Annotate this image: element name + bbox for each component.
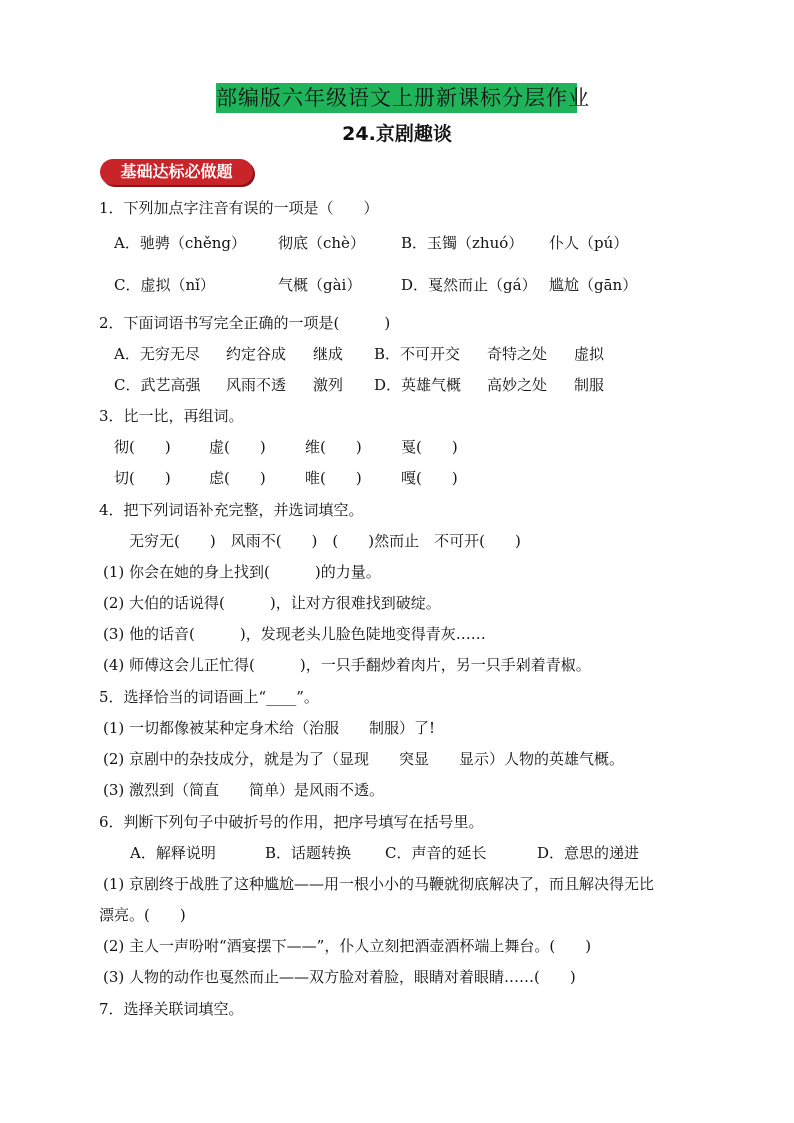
q4-sentence: (3) 他的话音( )，发现老头儿脸色陡地变得青灰……	[103, 625, 486, 643]
q3-blank: 唯( )	[305, 469, 362, 487]
q6-option: D．意思的递进	[537, 844, 640, 862]
q6-stem: 6．判断下列句子中破折号的作用，把序号填写在括号里。	[99, 813, 484, 831]
q2-option: C．武艺高强	[114, 376, 201, 394]
q6-option: B．话题转换	[265, 844, 352, 862]
q3-blank: 嘎( )	[401, 469, 458, 487]
q3-blank: 虚( )	[209, 438, 266, 456]
q3-blank: 切( )	[114, 469, 171, 487]
worksheet-banner: 部编版六年级语文上册新课标分层作业	[216, 83, 577, 113]
q4-sentence: (1) 你会在她的身上找到( )的力量。	[103, 563, 381, 581]
q6-sentence: (1) 京剧终于战胜了这种尴尬——用一根小小的马鞭就彻底解决了，而且解决得无比	[103, 875, 655, 893]
q2-option: 风雨不透	[226, 376, 287, 394]
q1-option-c2: 气概（gài）	[278, 276, 362, 294]
q2-option: 继成	[313, 345, 344, 363]
q1-option-a1: A．驰骋（chěng）	[114, 234, 247, 252]
q3-blank: 虑( )	[209, 469, 266, 487]
q7-stem: 7．选择关联词填空。	[99, 1000, 244, 1018]
q2-option: B．不可开交	[374, 345, 461, 363]
q4-word-blanks: 无穷无( ) 风雨不( ) ( )然而止 不可开( )	[129, 532, 521, 550]
q1-option-d2: 尴尬（gān）	[549, 276, 638, 294]
q2-option: 制服	[574, 376, 605, 394]
q5-sentence: (2) 京剧中的杂技成分，就是为了（显现 突显 显示）人物的英雄气概。	[103, 750, 625, 768]
q3-stem: 3．比一比，再组词。	[99, 407, 244, 425]
q1-option-b1: B．玉镯（zhuó）	[401, 234, 524, 252]
q3-blank: 维( )	[305, 438, 362, 456]
q1-option-c1: C．虚拟（nǐ）	[114, 276, 215, 294]
q5-stem: 5．选择恰当的词语画上“____”。	[99, 688, 319, 706]
q6-sentence: (3) 人物的动作也戛然而止——双方脸对着脸，眼睛对着眼睛……( )	[103, 968, 576, 986]
q2-option: D．英雄气概	[374, 376, 462, 394]
section-badge: 基础达标必做题	[100, 159, 253, 185]
q4-sentence: (2) 大伯的话说得( )，让对方很难找到破绽。	[103, 594, 441, 612]
q1-option-d1: D．戛然而止（gá）	[401, 276, 537, 294]
q5-sentence: (1) 一切都像被某种定身术给（治服 制服）了!	[103, 719, 436, 737]
q3-blank: 戛( )	[401, 438, 458, 456]
q1-option-b2: 仆人（pú）	[549, 234, 629, 252]
q6-option: A．解释说明	[130, 844, 216, 862]
q6-sentence-continued: 漂亮。( )	[99, 906, 186, 924]
q2-option: A．无穷无尽	[114, 345, 200, 363]
q4-stem: 4．把下列词语补充完整，并选词填空。	[99, 501, 364, 519]
q2-option: 高妙之处	[487, 376, 548, 394]
q2-option: 奇特之处	[487, 345, 548, 363]
q6-sentence: (2) 主人一声吩咐“酒宴摆下——”，仆人立刻把酒壶酒杯端上舞台。( )	[103, 937, 592, 955]
q2-stem: 2．下面词语书写完全正确的一项是( )	[99, 314, 391, 332]
q2-option: 约定谷成	[226, 345, 287, 363]
q3-blank: 彻( )	[114, 438, 171, 456]
q5-sentence: (3) 激烈到（简直 简单）是风雨不透。	[103, 781, 385, 799]
q4-sentence: (4) 师傅这会儿正忙得( )，一只手翻炒着肉片，另一只手剁着青椒。	[103, 656, 591, 674]
q2-option: 虚拟	[574, 345, 605, 363]
q1-option-a2: 彻底（chè）	[278, 234, 365, 252]
q6-option: C．声音的延长	[385, 844, 487, 862]
q2-option: 激列	[313, 376, 344, 394]
lesson-title: 24.京剧趣谈	[342, 123, 452, 145]
q1-stem: 1．下列加点字注音有误的一项是（ ）	[99, 199, 379, 217]
